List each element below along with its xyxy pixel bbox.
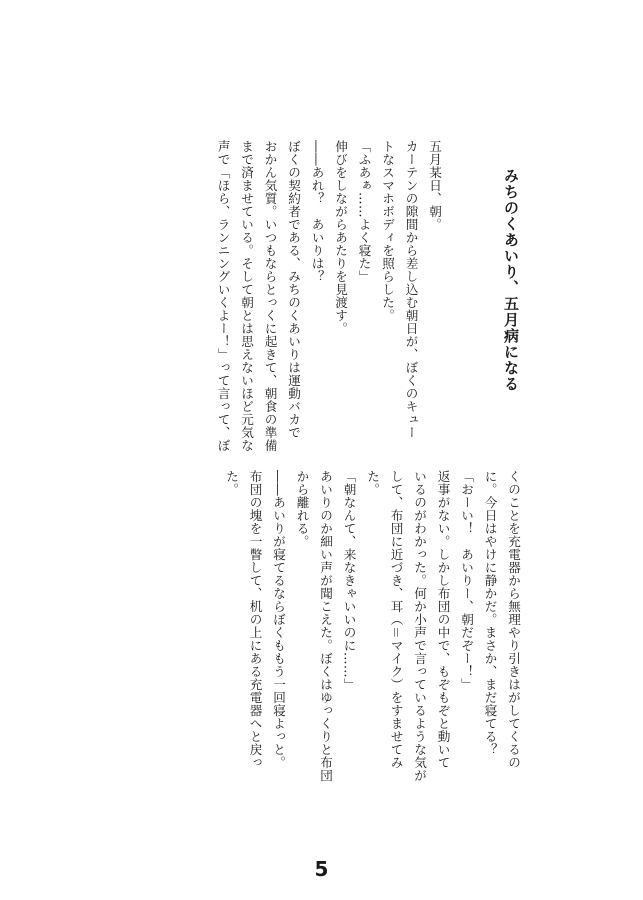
text-line: 「ふあぁ……よく寝た」 — [356, 140, 372, 283]
text-line: カーテンの隙間から差し込む朝日が、ぼくのキュー — [403, 140, 419, 439]
text-line: に。今日はやけに静かだ。まさか、まだ寝てる？ — [482, 470, 498, 756]
page-number: 5 — [314, 857, 329, 881]
text-block-upper — [211, 140, 446, 452]
text-line: ――あれ？ あいりは？ — [309, 140, 325, 283]
text-line: あいりのか細い声が聞こえた。ぼくはゆっくりと布団 — [318, 470, 333, 782]
text-line: 「朝なんて、来なきゃいいのに……」 — [341, 470, 357, 691]
text-line: 「おーい！ あいりー、朝だぞー！」 — [459, 470, 474, 691]
text-line: ――あいりが寝てるならぼくももう一回寝よっと。 — [271, 470, 286, 769]
text-line: た。 — [365, 470, 380, 496]
text-block-lower — [220, 470, 526, 782]
text-line: 伸びをしながらあたりを見渡す。 — [333, 140, 348, 335]
text-line: まで済ませている。そして朝とは思えないほど元気な — [239, 140, 254, 452]
text-line: 布団の塊を一瞥して、机の上にある充電器へと戻っ — [247, 470, 263, 769]
text-line: いるのがわかった。何か小声で言っているような気が — [412, 470, 427, 782]
text-line: から離れる。 — [294, 470, 310, 548]
text-line: 声で「ほら、ランニングいくよー！」って言って、ぼ — [215, 140, 231, 452]
chapter-title: みちのくあいり、五月病になる — [502, 168, 520, 392]
text-line: 五月某日、朝。 — [427, 140, 442, 231]
text-line: ぼくの契約者である、みちのくあいりは運動バカで — [286, 140, 301, 439]
text-line: くのことを充電器から無理やり引きはがしてくるの — [506, 470, 521, 769]
text-line: おかん気質。いつもならとっくに起きて、朝食の準備 — [262, 140, 278, 452]
text-line: トなスマホボディを照らした。 — [380, 140, 395, 322]
text-line: 返事がない。しかし布団の中で、もぞもぞと動いて — [435, 470, 451, 769]
text-line: して、布団に近づき、耳（＝マイク）をすませてみ — [388, 470, 404, 769]
text-line: た。 — [224, 470, 239, 496]
